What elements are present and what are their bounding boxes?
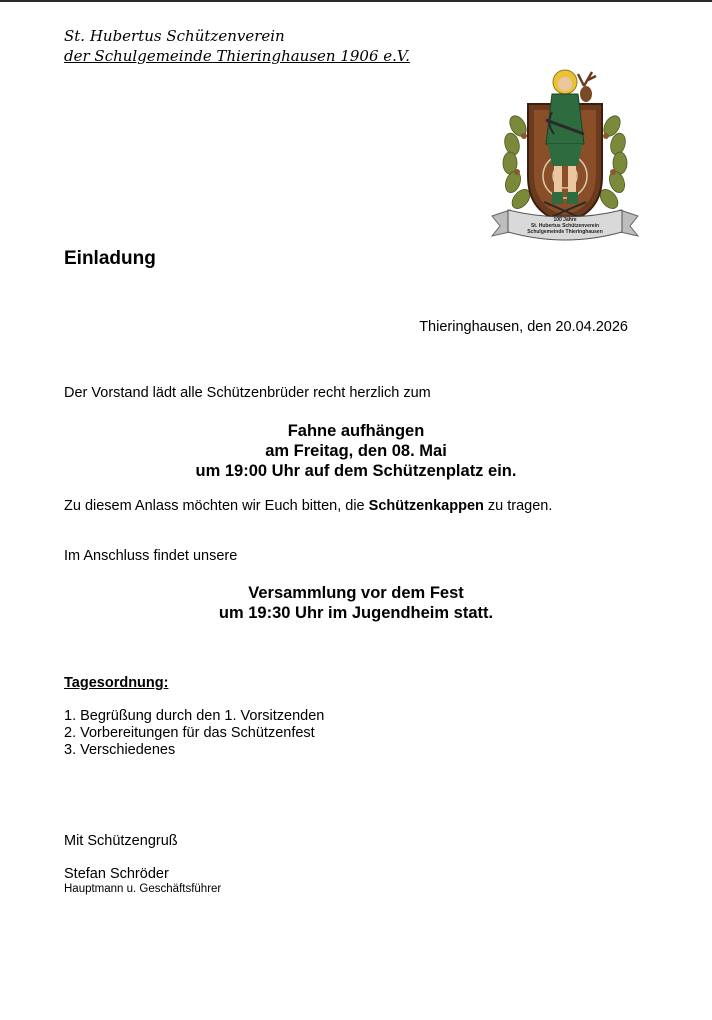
event2-line1: Versammlung vor dem Fest	[248, 584, 464, 602]
agenda-item: 1. Begrüßung durch den 1. Vorsitzenden	[64, 708, 325, 724]
event2-line2: um 19:30 Uhr im Jugendheim statt.	[218, 604, 494, 622]
club-name-line1: St. Hubertus Schützenverein	[64, 27, 285, 45]
top-border	[0, 0, 712, 2]
request-bold: Schützenkappen	[368, 498, 484, 514]
letter-title: Einladung	[64, 248, 156, 269]
closing-greeting: Mit Schützengruß	[64, 833, 178, 849]
agenda-item: 3. Verschiedenes	[64, 742, 176, 758]
event-fahne-aufhaengen	[0, 421, 712, 481]
agenda-heading: Tagesordnung:	[64, 675, 169, 691]
event-versammlung	[0, 583, 712, 623]
agenda-item: 2. Vorbereitungen für das Schützenfest	[64, 725, 315, 741]
ribbon-text-3: Schulgemeinde Thieringhausen	[527, 229, 603, 235]
ribbon-text-2: St. Hubertus Schützenverein	[530, 223, 600, 229]
ribbon-text-1: 100 Jahre	[553, 217, 577, 223]
following-text: Im Anschluss findet unsere	[64, 548, 238, 564]
event1-line2: am Freitag, den 08. Mai	[265, 442, 447, 460]
signer-name: Stefan Schröder	[64, 866, 169, 882]
club-crest-logo	[488, 64, 642, 248]
place-and-date: Thieringhausen, den 20.04.2026	[419, 319, 628, 335]
club-letterhead	[64, 26, 410, 66]
event1-line1: Fahne aufhängen	[287, 422, 425, 440]
request-after: zu tragen.	[483, 498, 553, 514]
signer-role: Hauptmann u. Geschäftsführer	[64, 883, 222, 895]
intro-text: Der Vorstand lädt alle Schützenbrüder recht herzlich zum	[64, 385, 431, 401]
agenda-list	[64, 708, 324, 759]
request-before: Zu diesem Anlass möchten wir Euch bitten, die	[64, 498, 369, 514]
club-name-line2: der Schulgemeinde Thieringhausen 1906 e.V.	[64, 47, 410, 65]
request-text	[64, 498, 552, 514]
event1-line3: um 19:00 Uhr auf dem Schützenplatz ein.	[195, 462, 517, 480]
